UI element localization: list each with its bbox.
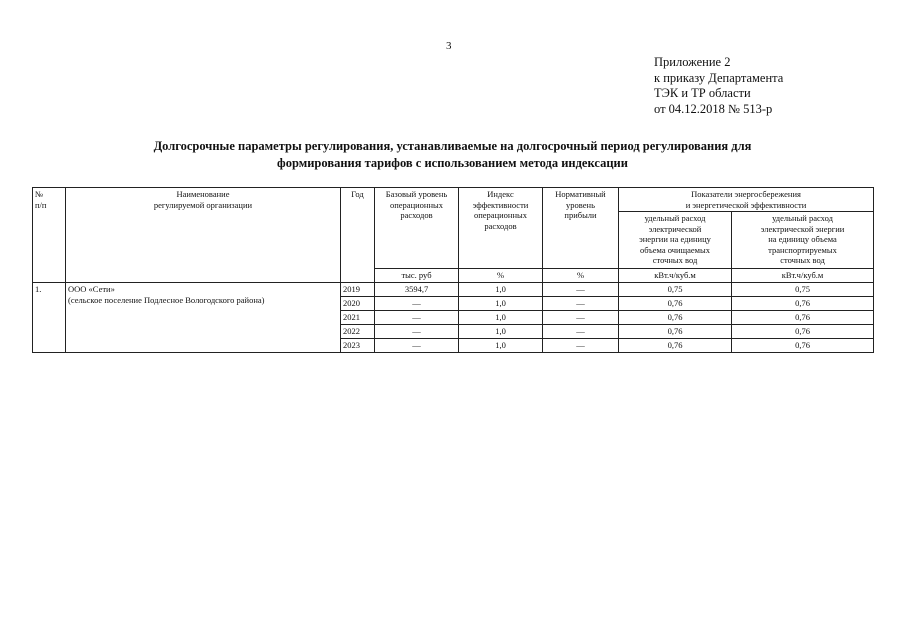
header-base: Базовый уровень операционных расходов bbox=[375, 188, 459, 269]
header-index: Индекс эффективности операционных расходов bbox=[459, 188, 543, 269]
appendix-line-2: к приказу Департамента bbox=[654, 70, 784, 85]
org-location: (сельское поселение Подлесное Вологодского района) bbox=[68, 295, 265, 305]
row-index: 1,0 bbox=[459, 283, 543, 297]
row-base: — bbox=[375, 311, 459, 325]
unit-profit: % bbox=[543, 269, 619, 283]
header-org: Наименование регулируемой организации bbox=[66, 188, 341, 283]
appendix-line-4: от 04.12.2018 № 513-р bbox=[654, 101, 773, 116]
row-year: 2023 bbox=[341, 339, 375, 353]
header-year: Год bbox=[341, 188, 375, 283]
row-energy-transport: 0,76 bbox=[732, 311, 874, 325]
row-base: — bbox=[375, 325, 459, 339]
row-profit: — bbox=[543, 339, 619, 353]
org-cell bbox=[66, 283, 341, 353]
row-profit: — bbox=[543, 297, 619, 311]
row-base: — bbox=[375, 339, 459, 353]
row-year: 2021 bbox=[341, 311, 375, 325]
row-energy-sewage: 0,76 bbox=[619, 311, 732, 325]
appendix-block bbox=[654, 55, 783, 117]
org-num: 1. bbox=[33, 283, 66, 353]
row-year: 2020 bbox=[341, 297, 375, 311]
row-year: 2019 bbox=[341, 283, 375, 297]
row-index: 1,0 bbox=[459, 325, 543, 339]
row-index: 1,0 bbox=[459, 339, 543, 353]
row-energy-transport: 0,76 bbox=[732, 339, 874, 353]
header-profit: Нормативный уровень прибыли bbox=[543, 188, 619, 269]
row-energy-transport: 0,76 bbox=[732, 297, 874, 311]
row-profit: — bbox=[543, 311, 619, 325]
row-energy-sewage: 0,76 bbox=[619, 297, 732, 311]
row-index: 1,0 bbox=[459, 311, 543, 325]
row-base: 3594,7 bbox=[375, 283, 459, 297]
unit-energy-sewage: кВт.ч/куб.м bbox=[619, 269, 732, 283]
header-energy-transport: удельный расход электрической энергии на единицу объема транспортируемых сточных вод bbox=[732, 212, 874, 269]
row-year: 2022 bbox=[341, 325, 375, 339]
parameters-table bbox=[32, 187, 874, 353]
unit-index: % bbox=[459, 269, 543, 283]
table-row bbox=[33, 283, 874, 297]
header-energy-sewage: удельный расход электрической энергии на единицу объема очищаемых сточных вод bbox=[619, 212, 732, 269]
unit-base: тыс. руб bbox=[375, 269, 459, 283]
row-energy-sewage: 0,75 bbox=[619, 283, 732, 297]
header-row-1 bbox=[33, 188, 874, 212]
unit-energy-transport: кВт.ч/куб.м bbox=[732, 269, 874, 283]
row-energy-sewage: 0,76 bbox=[619, 325, 732, 339]
row-index: 1,0 bbox=[459, 297, 543, 311]
row-energy-sewage: 0,76 bbox=[619, 339, 732, 353]
document-title-line-2: формирования тарифов с использованием метода индексации bbox=[277, 156, 628, 170]
appendix-line-3: ТЭК и ТР области bbox=[654, 86, 751, 100]
page-number: 3 bbox=[446, 40, 452, 52]
org-name: ООО «Сети» bbox=[68, 284, 115, 294]
row-energy-transport: 0,76 bbox=[732, 325, 874, 339]
row-profit: — bbox=[543, 325, 619, 339]
appendix-line-1: Приложение 2 bbox=[654, 55, 731, 69]
row-base: — bbox=[375, 297, 459, 311]
row-profit: — bbox=[543, 283, 619, 297]
header-energy-group: Показатели энергосбережения и энергетической эффективности bbox=[619, 188, 874, 212]
header-num: № п/п bbox=[33, 188, 66, 283]
document-title bbox=[40, 138, 865, 172]
row-energy-transport: 0,75 bbox=[732, 283, 874, 297]
document-title-line-1: Долгосрочные параметры регулирования, устанавливаемые на долгосрочный период регулирования для bbox=[153, 139, 752, 153]
